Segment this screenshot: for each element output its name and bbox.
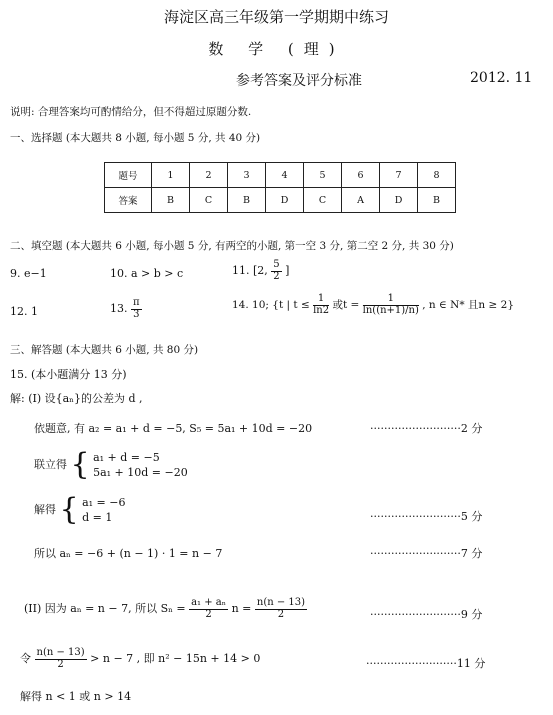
fraction	[131, 298, 142, 320]
doc-subject: 数 学 (理)	[208, 40, 345, 58]
fraction-numerator: π	[133, 297, 140, 308]
question-15-heading: 15. (本小题满分 13 分)	[10, 368, 127, 381]
table-cell: C	[190, 188, 228, 213]
fraction-denominator: ln((n+1)/n)	[362, 304, 419, 316]
table-cell: 6	[342, 163, 380, 188]
solution-step-2: 依题意, 有 a₂ = a₁ + d = −5, S₅ = 5a₁ + 10d = −20	[34, 422, 313, 435]
table-cell: 8	[418, 163, 456, 188]
step-text: > n − 7 , 即 n² − 15n + 14 > 0	[90, 652, 261, 665]
table-cell: 4	[266, 163, 304, 188]
fraction-numerator: n(n − 13)	[36, 647, 85, 658]
table-cell: 2	[190, 163, 228, 188]
left-brace-icon: {	[70, 447, 90, 482]
solution-step-8: 解得 n < 1 或 n > 14	[20, 690, 132, 703]
solution-step-5: 所以 aₙ = −6 + (n − 1) · 1 = n − 7	[34, 547, 223, 560]
step-text: (II) 因为 aₙ = n − 7, 所以 Sₙ =	[24, 602, 186, 615]
fraction-numerator: 5	[273, 259, 280, 270]
fraction-numerator: 1	[363, 294, 419, 306]
step-text: n =	[231, 602, 252, 615]
equation: a₁ + d = −5	[93, 451, 160, 464]
table-cell: C	[304, 188, 342, 213]
answer-9: 9. e−1	[10, 267, 47, 280]
fraction-denominator: 2	[277, 608, 285, 620]
answer-14-or: 或t =	[332, 299, 360, 311]
fraction	[189, 598, 228, 620]
fraction	[271, 260, 281, 282]
doc-date: 2012. 11	[470, 70, 533, 86]
score-mark: ··························2 分	[370, 422, 483, 435]
fraction-numerator: 1	[313, 294, 329, 306]
fraction	[255, 598, 307, 620]
equation: d = 1	[82, 511, 113, 524]
solution-step-6	[24, 598, 307, 620]
table-cell: 5	[304, 163, 342, 188]
answer-11	[232, 260, 289, 282]
fraction	[313, 294, 329, 316]
table-header-cell: 题号	[105, 163, 152, 188]
solution-step-4	[34, 492, 126, 527]
fraction	[35, 648, 87, 670]
answer-14-set-open: {t | t ≤	[272, 299, 310, 311]
fraction-numerator: n(n − 13)	[256, 597, 306, 608]
solution-step-1: 解: (I) 设{aₙ}的公差为 d ,	[10, 392, 143, 405]
doc-type: 参考答案及评分标准	[236, 73, 362, 89]
table-cell: B	[152, 188, 190, 213]
step-label: 解得	[34, 503, 56, 516]
answer-14-set-close: , n ∈ N* 且n ≥ 2}	[422, 299, 515, 311]
section3-title: 三、解答题 (本大题共 6 小题, 共 80 分)	[10, 344, 199, 356]
score-mark: ··························9 分	[370, 608, 483, 621]
fraction-denominator: 2	[273, 270, 280, 282]
table-cell: B	[228, 188, 266, 213]
score-mark: ··························11 分	[366, 657, 486, 670]
table-cell: D	[380, 188, 418, 213]
fraction-denominator: ln2	[313, 304, 330, 316]
table-cell: 3	[228, 163, 266, 188]
equation: a₁ = −6	[82, 496, 126, 509]
left-brace-icon: {	[59, 492, 79, 527]
equation-system	[93, 450, 188, 480]
table-cell: B	[418, 188, 456, 213]
table-cell: 7	[380, 163, 418, 188]
equation-system	[82, 495, 125, 525]
answer-13-prefix: 13.	[110, 302, 128, 315]
solution-step-7	[20, 648, 260, 670]
fraction-numerator: a₁ + aₙ	[191, 597, 227, 608]
answer-10: 10. a > b > c	[110, 267, 184, 280]
step-text: 令	[20, 652, 31, 665]
section2-title: 二、填空题 (本大题共 6 小题, 每小题 5 分, 有两空的小题, 第一空 3 分, 第二空 2 分, 共 30 分)	[10, 240, 454, 252]
score-mark: ··························5 分	[370, 510, 483, 523]
answer-11-prefix: 11. [2,	[232, 264, 268, 277]
table-cell: A	[342, 188, 380, 213]
equation: 5a₁ + 10d = −20	[93, 466, 188, 479]
fraction	[363, 294, 419, 316]
fraction-denominator: 3	[133, 308, 140, 320]
fraction-denominator: 2	[205, 608, 212, 620]
answer-11-suffix: ]	[285, 264, 290, 277]
answer-14-prefix: 14. 10;	[232, 299, 269, 311]
answer-table	[104, 162, 456, 213]
solution-step-3	[34, 447, 188, 482]
table-header-cell: 答案	[105, 188, 152, 213]
score-mark: ··························7 分	[370, 547, 483, 560]
section1-title: 一、选择题 (本大题共 8 小题, 每小题 5 分, 共 40 分)	[10, 132, 261, 144]
table-cell: 1	[152, 163, 190, 188]
scoring-note: 说明: 合理答案均可酌情给分，但不得超过原题分数.	[10, 106, 252, 118]
table-row	[105, 163, 456, 188]
table-row	[105, 188, 456, 213]
doc-title: 海淀区高三年级第一学期期中练习	[163, 8, 389, 26]
answer-12: 12. 1	[10, 305, 38, 318]
step-label: 联立得	[34, 458, 67, 471]
table-cell: D	[266, 188, 304, 213]
answer-13	[110, 298, 142, 320]
fraction-denominator: 2	[57, 658, 64, 670]
answer-14	[232, 294, 514, 316]
